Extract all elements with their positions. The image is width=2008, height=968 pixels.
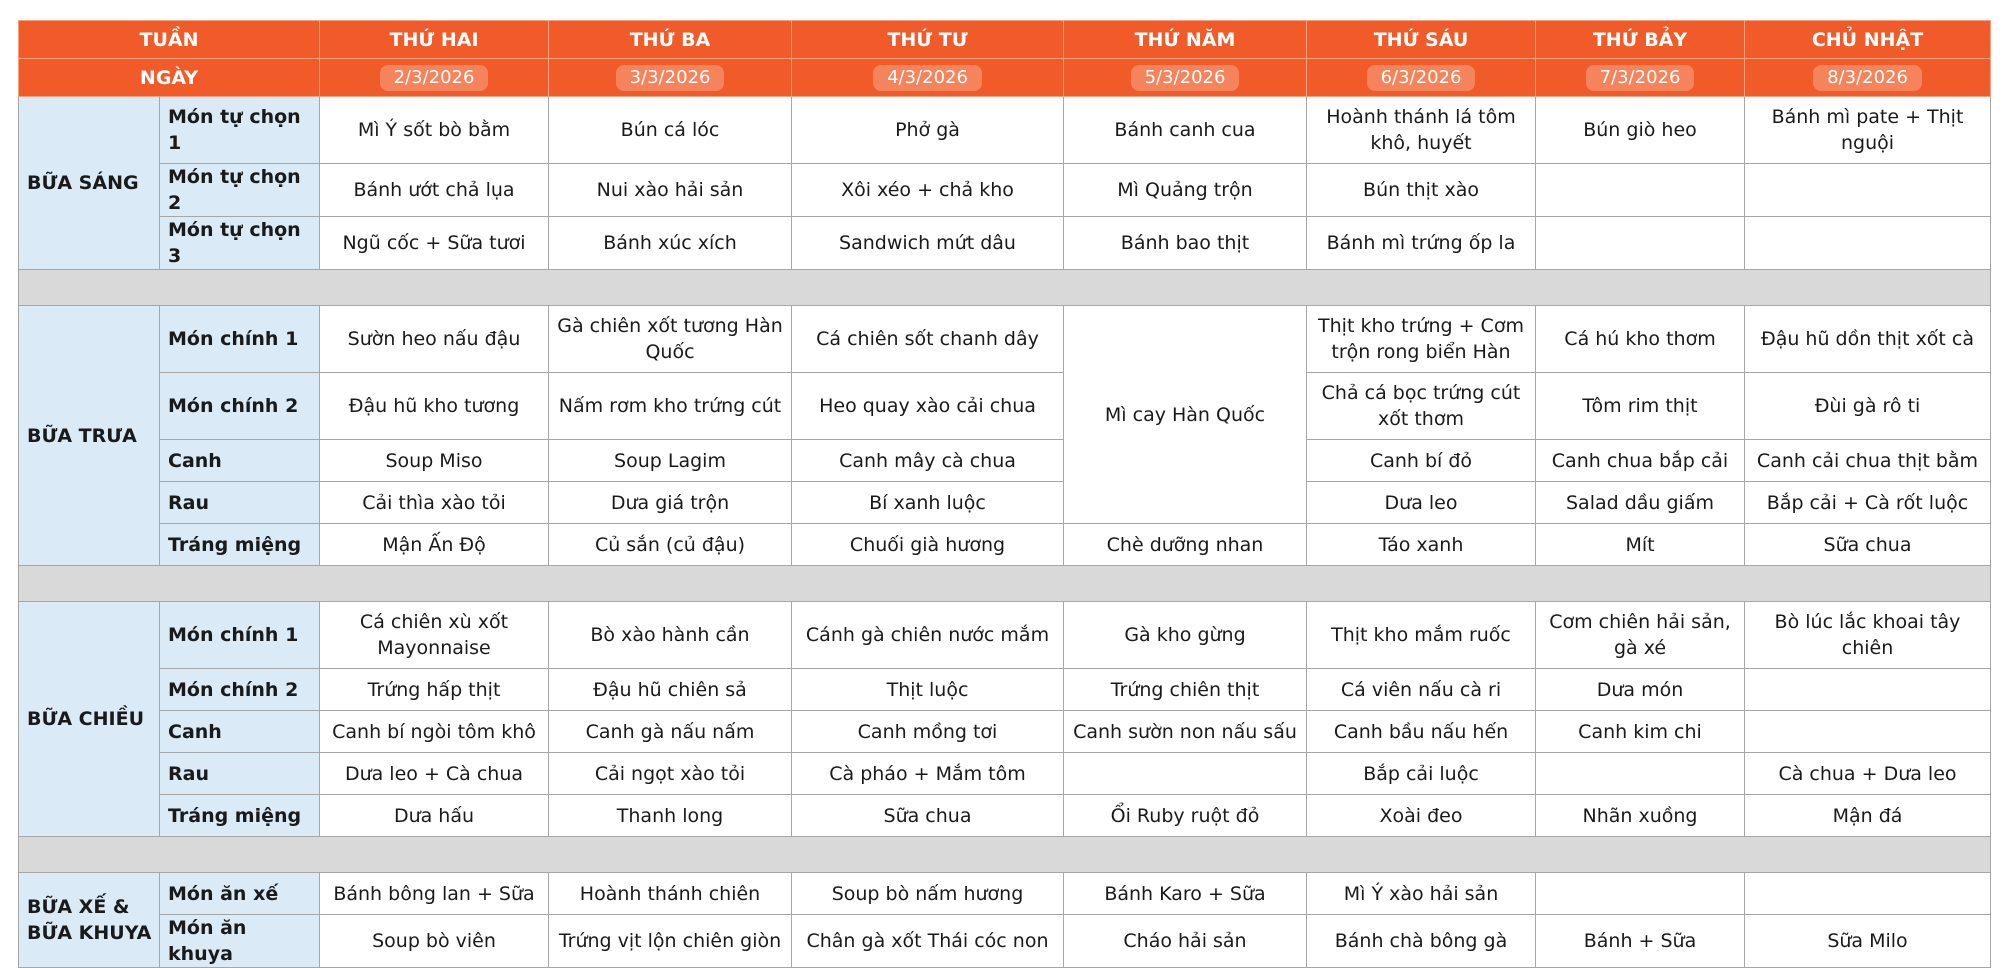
dish-cell: Mít: [1536, 524, 1745, 566]
dish-cell: Canh chua bắp cải: [1536, 440, 1745, 482]
dish-cell: Bún thịt xào: [1307, 164, 1536, 217]
separator-cell: [19, 270, 1991, 306]
dish-cell: Bánh bao thịt: [1064, 217, 1307, 270]
day-date: 2/3/2026: [380, 65, 489, 91]
dish-cell: Chè dưỡng nhan: [1064, 524, 1307, 566]
dish-cell: Bánh chà bông gà: [1307, 915, 1536, 968]
dish-cell: Cá viên nấu cà ri: [1307, 669, 1536, 711]
meal-label: BỮA TRƯA: [19, 306, 160, 566]
dish-cell: Sữa chua: [1745, 524, 1991, 566]
dish-cell: [1536, 873, 1745, 915]
dish-cell: [1745, 164, 1991, 217]
dish-cell: Thịt luộc: [792, 669, 1064, 711]
dish-cell: Bò xào hành cần: [549, 602, 792, 669]
course-label: Món chính 2: [160, 669, 320, 711]
dish-cell: Soup Lagim: [549, 440, 792, 482]
dish-cell: Bánh mì pate + Thịt nguội: [1745, 97, 1991, 164]
meal-separator: [19, 270, 1991, 306]
course-label: Tráng miệng: [160, 524, 320, 566]
meal-label-line: BỮA XẾ &: [27, 896, 130, 918]
day-date: 4/3/2026: [873, 65, 982, 91]
dish-cell: Canh bầu nấu hến: [1307, 711, 1536, 753]
course-label: Món chính 2: [160, 373, 320, 440]
dish-cell: Bánh mì trứng ốp la: [1307, 217, 1536, 270]
dish-cell: Canh mồng tơi: [792, 711, 1064, 753]
dish-cell: Bánh bông lan + Sữa: [320, 873, 549, 915]
dish-cell: Soup Miso: [320, 440, 549, 482]
meal-label: [19, 873, 160, 968]
course-label: Canh: [160, 711, 320, 753]
meal-row: [19, 669, 1991, 711]
dish-cell: Cà chua + Dưa leo: [1745, 753, 1991, 795]
day-name: THỨ NĂM: [1064, 21, 1307, 59]
day-name: CHỦ NHẬT: [1745, 21, 1991, 59]
meal-row: [19, 795, 1991, 837]
dish-cell: Chả cá bọc trứng cút xốt thơm: [1307, 373, 1536, 440]
day-date: 7/3/2026: [1586, 65, 1695, 91]
course-label: Rau: [160, 753, 320, 795]
date-label: NGÀY: [19, 59, 320, 97]
meal-row: [19, 164, 1991, 217]
meal-row: [19, 753, 1991, 795]
meal-row: [19, 524, 1991, 566]
dish-cell: Soup bò viên: [320, 915, 549, 968]
dish-cell: Mận đá: [1745, 795, 1991, 837]
separator-cell: [19, 837, 1991, 873]
dish-cell: Hoành thánh chiên: [549, 873, 792, 915]
dish-cell: Cá chiên sốt chanh dây: [792, 306, 1064, 373]
meal-row: [19, 602, 1991, 669]
dish-cell: Ngũ cốc + Sữa tươi: [320, 217, 549, 270]
dish-cell: Cải thìa xào tỏi: [320, 482, 549, 524]
dish-cell: Thanh long: [549, 795, 792, 837]
dish-cell: Cơm chiên hải sản, gà xé: [1536, 602, 1745, 669]
dish-cell: Chuối già hương: [792, 524, 1064, 566]
dish-cell: Chân gà xốt Thái cóc non: [792, 915, 1064, 968]
dish-cell: Trứng chiên thịt: [1064, 669, 1307, 711]
dish-cell: Bánh xúc xích: [549, 217, 792, 270]
dish-cell: Phở gà: [792, 97, 1064, 164]
dish-cell: Thịt kho trứng + Cơm trộn rong biển Hàn: [1307, 306, 1536, 373]
day-name: THỨ HAI: [320, 21, 549, 59]
dish-cell: Củ sắn (củ đậu): [549, 524, 792, 566]
day-name: THỨ BẢY: [1536, 21, 1745, 59]
dish-cell: Gà kho gừng: [1064, 602, 1307, 669]
dish-cell: Canh mây cà chua: [792, 440, 1064, 482]
course-label: Món chính 1: [160, 306, 320, 373]
week-label: TUẦN: [19, 21, 320, 59]
meal-label-line: BỮA KHUYA: [27, 922, 152, 944]
dish-cell: Dưa leo: [1307, 482, 1536, 524]
dish-cell: Salad dầu giấm: [1536, 482, 1745, 524]
day-name: THỨ BA: [549, 21, 792, 59]
day-date-cell: [320, 59, 549, 97]
dish-cell: Canh bí ngòi tôm khô: [320, 711, 549, 753]
dish-cell: Cà pháo + Mắm tôm: [792, 753, 1064, 795]
dish-cell: Dưa món: [1536, 669, 1745, 711]
day-name: THỨ TƯ: [792, 21, 1064, 59]
dish-cell: Heo quay xào cải chua: [792, 373, 1064, 440]
dish-cell: Đậu hũ kho tương: [320, 373, 549, 440]
dish-cell: Trứng vịt lộn chiên giòn: [549, 915, 792, 968]
dish-cell: Bún giò heo: [1536, 97, 1745, 164]
dish-cell-merged: Mì cay Hàn Quốc: [1064, 306, 1307, 524]
dish-cell: Nấm rơm kho trứng cút: [549, 373, 792, 440]
dish-cell: Mì Quảng trộn: [1064, 164, 1307, 217]
course-label: Rau: [160, 482, 320, 524]
dish-cell: Xôi xéo + chả kho: [792, 164, 1064, 217]
dish-cell: Xoài đeo: [1307, 795, 1536, 837]
course-label: Món ăn xế: [160, 873, 320, 915]
meal-separator: [19, 566, 1991, 602]
dish-cell: Nhãn xuồng: [1536, 795, 1745, 837]
dish-cell: Tôm rim thịt: [1536, 373, 1745, 440]
dish-cell: Đùi gà rô ti: [1745, 373, 1991, 440]
dish-cell: Ổi Ruby ruột đỏ: [1064, 795, 1307, 837]
dish-cell: Cá chiên xù xốt Mayonnaise: [320, 602, 549, 669]
dish-cell: Trứng hấp thịt: [320, 669, 549, 711]
dish-cell: [1745, 217, 1991, 270]
dish-cell: Nui xào hải sản: [549, 164, 792, 217]
day-date: 6/3/2026: [1367, 65, 1476, 91]
day-date-cell: [792, 59, 1064, 97]
meal-row: [19, 217, 1991, 270]
dish-cell: Cải ngọt xào tỏi: [549, 753, 792, 795]
day-date: 3/3/2026: [616, 65, 725, 91]
day-date: 5/3/2026: [1131, 65, 1240, 91]
day-date-cell: [1536, 59, 1745, 97]
dish-cell: Thịt kho mắm ruốc: [1307, 602, 1536, 669]
day-date-cell: [1064, 59, 1307, 97]
dish-cell: Đậu hũ dồn thịt xốt cà: [1745, 306, 1991, 373]
dish-cell: Bánh + Sữa: [1536, 915, 1745, 968]
meal-row: [19, 97, 1991, 164]
dish-cell: Canh gà nấu nấm: [549, 711, 792, 753]
meal-row: [19, 482, 1991, 524]
dish-cell: Bánh ướt chả lụa: [320, 164, 549, 217]
dish-cell: [1536, 164, 1745, 217]
meal-row: [19, 440, 1991, 482]
dish-cell: Đậu hũ chiên sả: [549, 669, 792, 711]
dish-cell: [1745, 873, 1991, 915]
dish-cell: [1536, 753, 1745, 795]
course-label: Món chính 1: [160, 602, 320, 669]
separator-cell: [19, 566, 1991, 602]
dish-cell: Bún cá lóc: [549, 97, 792, 164]
header-row-days: [19, 21, 1991, 59]
course-label: Món ăn khuya: [160, 915, 320, 968]
dish-cell: Dưa hấu: [320, 795, 549, 837]
dish-cell: Dưa leo + Cà chua: [320, 753, 549, 795]
day-date-cell: [1307, 59, 1536, 97]
meal-row: [19, 373, 1991, 440]
course-label: Món tự chọn 2: [160, 164, 320, 217]
dish-cell: Cánh gà chiên nước mắm: [792, 602, 1064, 669]
day-name: THỨ SÁU: [1307, 21, 1536, 59]
dish-cell: Hoành thánh lá tôm khô, huyết: [1307, 97, 1536, 164]
header-row-dates: [19, 59, 1991, 97]
dish-cell: Cá hú kho thơm: [1536, 306, 1745, 373]
dish-cell: Mận Ấn Độ: [320, 524, 549, 566]
dish-cell: [1745, 669, 1991, 711]
dish-cell: Dưa giá trộn: [549, 482, 792, 524]
dish-cell: Bánh canh cua: [1064, 97, 1307, 164]
dish-cell: Táo xanh: [1307, 524, 1536, 566]
dish-cell: [1064, 753, 1307, 795]
day-date-cell: [549, 59, 792, 97]
dish-cell: Bắp cải + Cà rốt luộc: [1745, 482, 1991, 524]
dish-cell: Sandwich mứt dâu: [792, 217, 1064, 270]
dish-cell: Canh bí đỏ: [1307, 440, 1536, 482]
meal-row: [19, 711, 1991, 753]
dish-cell: Cháo hải sản: [1064, 915, 1307, 968]
dish-cell: Bắp cải luộc: [1307, 753, 1536, 795]
dish-cell: [1536, 217, 1745, 270]
course-label: Món tự chọn 1: [160, 97, 320, 164]
day-date-cell: [1745, 59, 1991, 97]
dish-cell: Sữa Milo: [1745, 915, 1991, 968]
meal-row: [19, 873, 1991, 915]
dish-cell: Bí xanh luộc: [792, 482, 1064, 524]
dish-cell: Mì Ý xào hải sản: [1307, 873, 1536, 915]
meal-label: BỮA CHIỀU: [19, 602, 160, 837]
dish-cell: Bò lúc lắc khoai tây chiên: [1745, 602, 1991, 669]
dish-cell: Sữa chua: [792, 795, 1064, 837]
meal-separator: [19, 837, 1991, 873]
dish-cell: [1745, 711, 1991, 753]
dish-cell: Gà chiên xốt tương Hàn Quốc: [549, 306, 792, 373]
course-label: Món tự chọn 3: [160, 217, 320, 270]
dish-cell: Bánh Karo + Sữa: [1064, 873, 1307, 915]
meal-row: [19, 306, 1991, 373]
dish-cell: Mì Ý sốt bò bằm: [320, 97, 549, 164]
weekly-menu-table: [18, 20, 1991, 968]
course-label: Canh: [160, 440, 320, 482]
dish-cell: Soup bò nấm hương: [792, 873, 1064, 915]
meal-label: BỮA SÁNG: [19, 97, 160, 270]
dish-cell: Canh cải chua thịt bằm: [1745, 440, 1991, 482]
day-date: 8/3/2026: [1813, 65, 1922, 91]
dish-cell: Sườn heo nấu đậu: [320, 306, 549, 373]
course-label: Tráng miệng: [160, 795, 320, 837]
dish-cell: Canh kim chi: [1536, 711, 1745, 753]
dish-cell: Canh sườn non nấu sấu: [1064, 711, 1307, 753]
